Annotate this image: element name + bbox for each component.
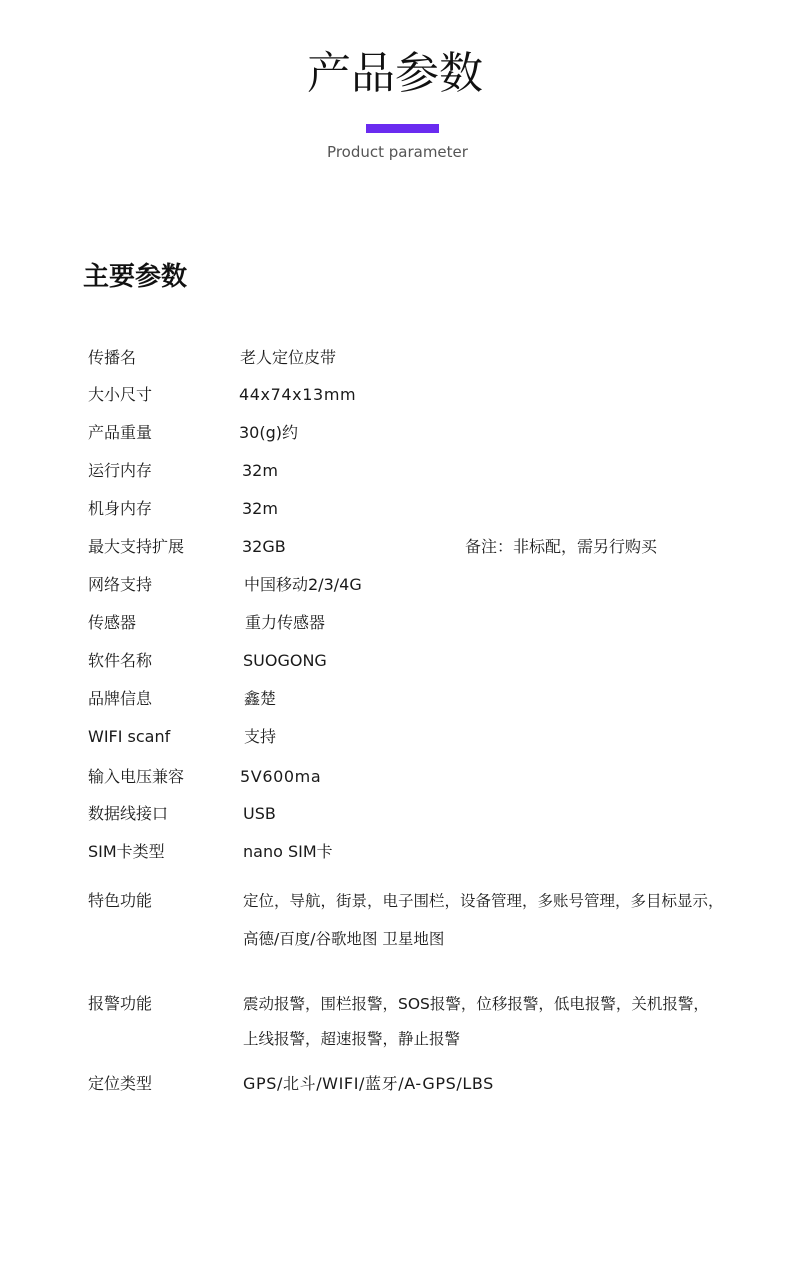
param-value-line: 定位，导航，街景，电子围栏，设备管理，多账号管理，多目标显示，: [243, 892, 724, 910]
param-note: 备注：非标配，需另行购买: [465, 537, 658, 556]
param-value: USB: [243, 804, 276, 823]
param-value-multiline: [243, 993, 743, 1050]
param-value: 32m: [242, 461, 278, 480]
param-label: 品牌信息: [88, 689, 153, 708]
title-accent-bar: [366, 124, 439, 133]
param-label: 特色功能: [88, 891, 153, 910]
param-value: 30(g)约: [239, 423, 299, 442]
param-value: 32GB: [242, 537, 286, 556]
param-value: 32m: [242, 499, 278, 518]
param-value: 44x74x13mm: [239, 385, 357, 404]
param-label: WIFI scanf: [88, 727, 171, 746]
param-value-line: 震动报警，围栏报警，SOS报警，位移报警，低电报警，关机报警，: [243, 995, 709, 1013]
param-value-line: 高德/百度/谷歌地图 卫星地图: [243, 930, 445, 948]
param-label: 大小尺寸: [88, 385, 153, 404]
param-label: 最大支持扩展: [88, 537, 185, 556]
param-value-line: 上线报警，超速报警，静止报警: [243, 1030, 461, 1048]
param-label: 软件名称: [88, 651, 153, 670]
param-label: 传感器: [88, 613, 137, 632]
param-label: 机身内存: [88, 499, 153, 518]
param-label: 定位类型: [88, 1074, 153, 1093]
param-label: 传播名: [88, 348, 137, 367]
param-label: 数据线接口: [88, 804, 169, 823]
param-value: 支持: [244, 727, 277, 746]
section-heading: 主要参数: [83, 262, 188, 292]
param-value-multiline: [243, 890, 743, 950]
param-value: nano SIM卡: [243, 842, 333, 861]
param-label: SIM卡类型: [88, 842, 165, 861]
param-label: 输入电压兼容: [88, 767, 185, 786]
param-value: SUOGONG: [243, 651, 327, 670]
param-value: 重力传感器: [245, 613, 326, 632]
param-label: 网络支持: [88, 575, 153, 594]
param-value: 中国移动2/3/4G: [244, 575, 362, 594]
param-value: GPS/北斗/WIFI/蓝牙/A-GPS/LBS: [243, 1074, 494, 1093]
param-label: 产品重量: [88, 423, 153, 442]
page-title: 产品参数: [307, 48, 483, 99]
param-value: 鑫楚: [244, 689, 277, 708]
param-label: 报警功能: [88, 994, 153, 1013]
param-value: 老人定位皮带: [240, 348, 337, 367]
page-subtitle: Product parameter: [327, 143, 468, 161]
param-value: 5V600ma: [240, 767, 322, 786]
param-label: 运行内存: [88, 461, 153, 480]
